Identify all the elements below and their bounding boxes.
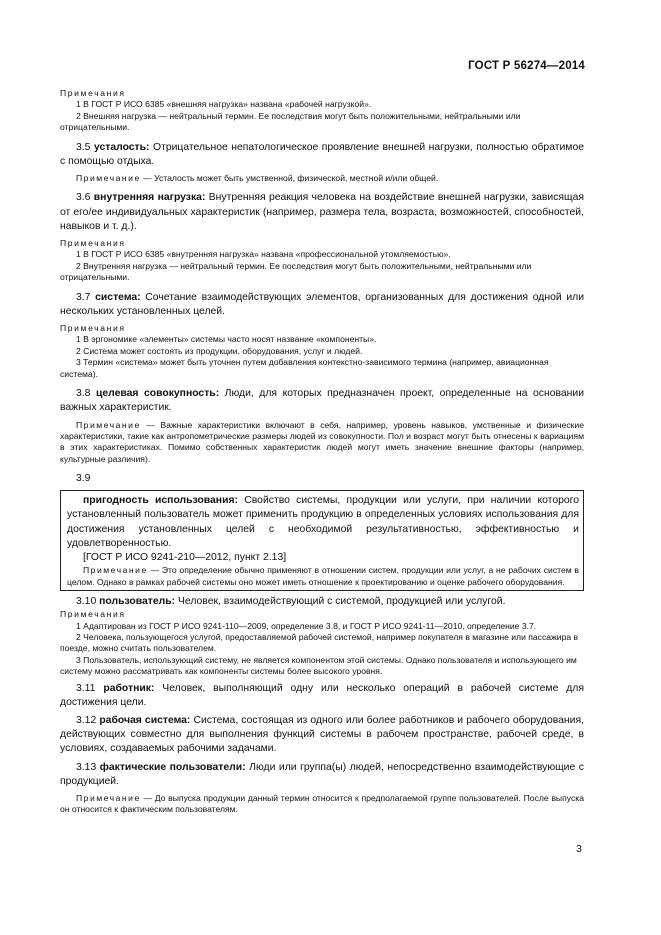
term-entry-3-5	[60, 141, 584, 169]
term-number: 3.13	[76, 761, 97, 773]
note-block	[60, 609, 584, 677]
term-entry-3-9	[60, 472, 584, 591]
note-block	[60, 323, 584, 380]
term-definition: Отрицательное непатологическое проявление внешней нагрузки, полностью обратимое с помощью отдыха.	[60, 141, 585, 167]
note-line: 2 Система может состоять из продукции, оборудования, услуг и людей.	[76, 345, 363, 356]
term-number: 3.9	[76, 473, 91, 485]
term-number: 3.12	[76, 715, 97, 727]
note-line: 3 Термин «система» может быть уточнен путем добавления контекстно-зависимого термина (например, авиационная система).	[60, 357, 549, 379]
note-heading: Примечания	[60, 88, 126, 98]
term-definition: Сочетание взаимодействующих элементов, организованных для достижения одной или нескольких установленных целей.	[60, 291, 585, 317]
boxed-definition	[60, 490, 584, 591]
note-block	[60, 88, 584, 134]
page-content	[60, 88, 584, 816]
term-entry-3-7	[60, 291, 584, 319]
term-number: 3.10	[76, 595, 97, 607]
term-number: 3.11	[76, 682, 96, 694]
note-text: — До выпуска продукции данный термин относится к предполагаемой группе пользователей. После выпуска он относится к фактическим пользователям.	[60, 793, 584, 815]
term-name: работник:	[103, 682, 155, 694]
term-number: 3.8	[76, 388, 91, 400]
term-entry-3-10	[60, 595, 584, 609]
page-number: 3	[576, 843, 582, 855]
term-entry-3-11	[60, 682, 584, 710]
term-entry-3-8	[60, 387, 584, 415]
term-definition: Люди или группа(ы) людей, непосредственно взаимодействующие с продукцией.	[60, 761, 584, 787]
term-name: пользователь:	[99, 595, 176, 607]
note-line: 1 В ГОСТ Р ИСО 6385 «внутренняя нагрузка» названа «профессиональной утомляемостью».	[76, 249, 451, 260]
standard-code-header: ГОСТ Р 56274—2014	[468, 60, 585, 72]
term-name: внутренняя нагрузка:	[93, 192, 206, 204]
single-note	[60, 173, 584, 184]
term-definition: Человек, взаимодействующий с системой, продукцией или услугой.	[177, 595, 506, 607]
term-entry-3-12	[60, 714, 584, 757]
term-number: 3.5	[76, 141, 91, 153]
note-line: 1 Адаптирован из ГОСТ Р ИСО 9241-110—2009, определение 3.8, и ГОСТ Р ИСО 9241-11—2010, определение 3.7.	[76, 620, 537, 631]
note-label: Примечание	[76, 793, 141, 804]
term-definition: Внутренняя реакция человека на воздействие внешней нагрузки, зависящая от его/ее индивидуальных характеристик (например, размера тела, возраста, возможностей, способностей, навыков и т. д.).	[60, 192, 585, 232]
term-definition: Свойство системы, продукции или услуги, при наличии которого установленный пользователь может применить продукцию в определенных условиях использования для достижения установленных целей с необходимой результативностью, эффективностью и удовлетворенностью.	[67, 495, 579, 549]
single-note	[67, 565, 579, 588]
term-number: 3.6	[76, 192, 91, 204]
note-line: 1 В ГОСТ Р ИСО 6385 «внешняя нагрузка» названа «рабочей нагрузкой».	[76, 99, 372, 110]
note-label: Примечание	[83, 565, 148, 576]
term-name: система:	[95, 291, 141, 303]
note-label: Примечание	[76, 419, 141, 430]
note-line: 2 Внутренняя нагрузка — нейтральный термин. Ее последствия могут быть положительными, нейтральными или отрицательными.	[60, 260, 532, 283]
term-name: пригодность использования:	[83, 495, 238, 507]
term-entry-3-6	[60, 191, 584, 234]
term-definition: Люди, для которых предназначен проект, определенные на основании важных характеристик.	[60, 388, 585, 414]
note-heading: Примечания	[60, 238, 126, 249]
single-note	[60, 420, 584, 466]
note-text: — Это определение обычно применяют в отношении систем, продукции или услуг, а не рабочих систем в целом. Однако в рамках рабочей системы оно может иметь отношение к проектированию и оценке рабочего оборудования.	[67, 565, 579, 587]
term-definition: Человек, выполняющий одну или несколько операций в рабочей системе для достижения цели.	[60, 682, 584, 708]
term-name: целевая совокупность:	[95, 388, 220, 400]
note-label: Примечание	[76, 173, 141, 184]
note-heading: Примечания	[60, 323, 126, 334]
note-line: 1 В эргономике «элементы» системы часто носят название «компоненты».	[76, 334, 377, 345]
term-definition: Система, состоящая из одного или более работников и рабочего оборудования, действующих совместно для выполнения функций системы в рабочем пространстве, рабочей среде, в условиях, создаваемых рабочими задачами.	[60, 715, 584, 755]
note-text: — Важные характеристики включают в себя, например, уровень навыков, умственные и физические характеристики, такие как антропометрические размеры людей из совокупности. Пол и возраст могут быть отнесены к вариациям в этих характеристиках. Помимо собственных характеристик людей могут иметь значение внешние факторы (например, культурные различия).	[60, 419, 584, 464]
term-name: фактические пользователи:	[99, 761, 246, 773]
note-block	[60, 238, 584, 284]
term-name: усталость:	[93, 141, 150, 153]
note-text: — Усталость может быть умственной, физической, местной и/или общей.	[140, 173, 439, 184]
note-line: 3 Пользователь, использующий систему, не является компонентом этой системы. Однако пользователя и использующего им систему можно рассматривать как компоненты системы более высокого уровня.	[60, 654, 577, 677]
note-line: 2 Человека, пользующегося услугой, предоставляемой рабочей системой, например покупателя в магазине или пассажира в поезде, можно считать пользователем.	[60, 631, 579, 654]
term-source: [ГОСТ Р ИСО 9241-210—2012, пункт 2.13]	[83, 551, 287, 563]
term-number: 3.7	[76, 291, 91, 303]
term-name: рабочая система:	[99, 715, 191, 727]
note-heading: Примечания	[60, 609, 126, 620]
note-line: 2 Внешняя нагрузка — нейтральный термин. Ее последствия могут быть положительными, нейтральными или отрицательными.	[60, 110, 521, 133]
single-note	[60, 793, 584, 816]
term-entry-3-13	[60, 761, 584, 789]
